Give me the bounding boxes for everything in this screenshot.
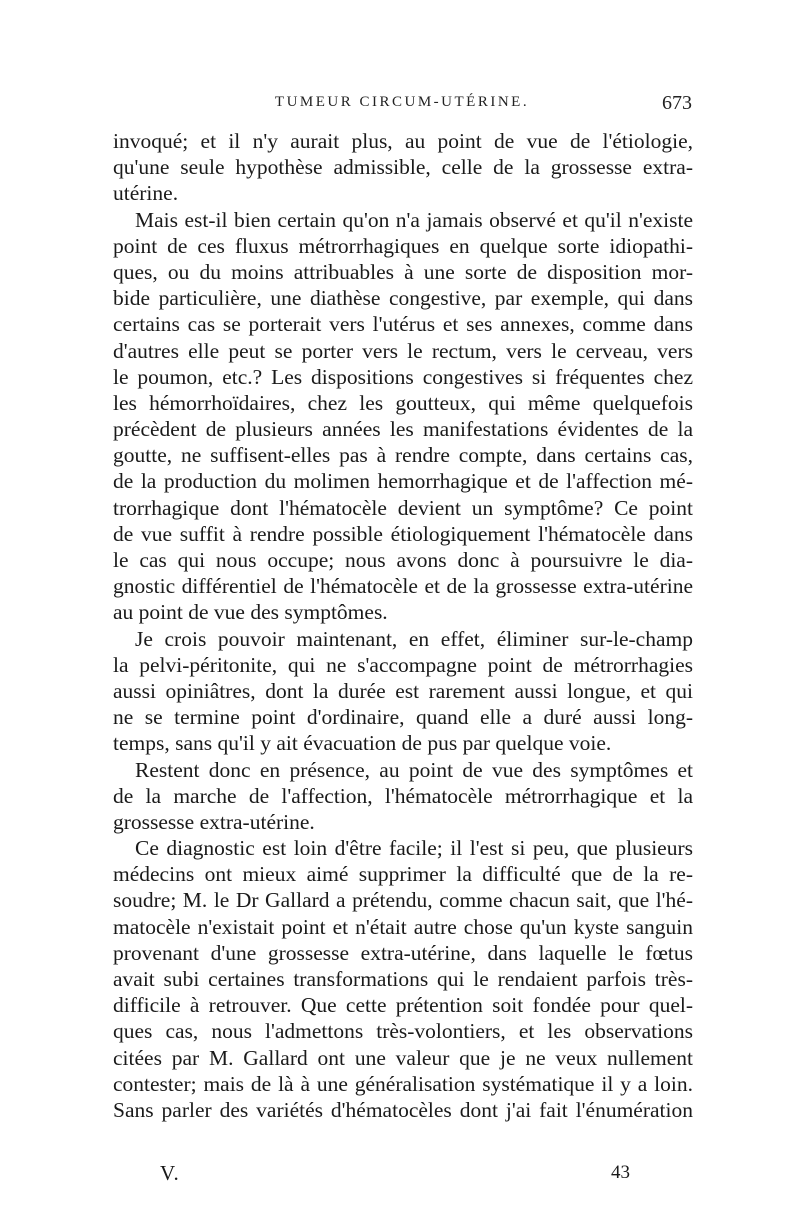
running-title: TUMEUR CIRCUM-UTÉRINE. xyxy=(274,94,530,110)
text-line: citées par M. Gallard ont une valeur que je ne veux nullement xyxy=(113,1045,693,1070)
text-line: certains cas se porterait vers l'utérus et ses annexes, comme dans xyxy=(113,312,693,337)
text-line: le poumon, etc.? Les dispositions congestives si fréquentes chez xyxy=(113,364,693,389)
text-line: le cas qui nous occupe; nous avons donc à poursuivre le dia- xyxy=(113,548,693,572)
text-line: invoqué; et il n'y aurait plus, au point de vue de l'étiologie, xyxy=(113,129,693,153)
text-line: Restent donc en présence, au point de vue des symptômes et xyxy=(135,757,693,782)
text-line: contester; mais de là à une généralisation systématique il y a loin. xyxy=(113,1071,693,1096)
text-line: au point de vue des symptômes. xyxy=(113,600,388,625)
text-line: difficile à retrouver. Que cette prétention soit fondée pour quel- xyxy=(113,993,693,1018)
text-line: médecins ont mieux aimé supprimer la difficulté que de la re- xyxy=(113,862,693,887)
text-line: temps, sans qu'il y ait évacuation de pus par quelque voie. xyxy=(113,731,612,756)
sheet-number: 43 xyxy=(611,1162,630,1183)
text-line: provenant d'une grossesse extra-utérine, dans laquelle le fœtus xyxy=(113,940,693,965)
running-head xyxy=(110,90,694,118)
text-line: la pelvi-péritonite, qui ne s'accompagne point de métrorrhagies xyxy=(113,652,693,677)
text-line: de la marche de l'affection, l'hématocèle métrorrhagique et la xyxy=(113,783,693,808)
page-number: 673 xyxy=(662,92,692,114)
text-line: Ce diagnostic est loin d'être facile; il l'est si peu, que plusieurs xyxy=(135,836,693,861)
body-text xyxy=(113,128,693,1123)
text-line: ques, ou du moins attribuables à une sorte de disposition mor- xyxy=(113,259,693,284)
text-line: précèdent de plusieurs années les manifestations évidentes de la xyxy=(113,417,693,442)
text-line: aussi opiniâtres, dont la durée est rarement aussi longue, et qui xyxy=(113,678,693,703)
text-line: utérine. xyxy=(113,181,179,206)
text-line: ne se termine point d'ordinaire, quand elle a duré aussi long- xyxy=(113,705,693,730)
text-line: goutte, ne suffisent-elles pas à rendre compte, dans certains cas, xyxy=(113,443,693,468)
text-line: les hémorrhoïdaires, chez les goutteux, qui même quelquefois xyxy=(113,390,693,415)
text-line: avait subi certaines transformations qui le rendaient parfois très- xyxy=(113,967,693,991)
text-line: de la production du molimen hemorrhagique et de l'affection mé- xyxy=(113,469,693,494)
text-line: d'autres elle peut se porter vers le rectum, vers le cerveau, vers xyxy=(113,338,693,363)
text-line: de vue suffit à rendre possible étiologiquement l'hématocèle dans xyxy=(113,521,693,546)
text-line: gnostic différentiel de l'hématocèle et de la grossesse extra-utérine xyxy=(113,574,693,599)
text-line: bide particulière, une diathèse congestive, par exemple, qui dans xyxy=(113,286,693,311)
text-line: soudre; M. le Dr Gallard a prétendu, comme chacun sait, que l'hé- xyxy=(113,888,693,913)
text-line: qu'une seule hypothèse admissible, celle de la grossesse extra- xyxy=(113,155,693,180)
page-footer xyxy=(160,1161,630,1187)
text-line: Sans parler des variétés d'hématocèles dont j'ai fait l'énumération xyxy=(113,1097,693,1122)
text-line: Mais est-il bien certain qu'on n'a jamais observé et qu'il n'existe xyxy=(135,207,693,232)
text-line: trorrhagique dont l'hématocèle devient un symptôme? Ce point xyxy=(113,495,693,520)
text-line: Je crois pouvoir maintenant, en effet, éliminer sur-le-champ xyxy=(135,626,693,651)
text-line: point de ces fluxus métrorrhagiques en quelque sorte idiopathi- xyxy=(113,233,693,258)
text-line: ques cas, nous l'admettons très-volontiers, et les observations xyxy=(113,1019,693,1044)
signature-mark: V. xyxy=(160,1161,180,1185)
text-line: matocèle n'existait point et n'était autre chose qu'un kyste sanguin xyxy=(113,914,693,939)
text-line: grossesse extra-utérine. xyxy=(113,809,315,834)
